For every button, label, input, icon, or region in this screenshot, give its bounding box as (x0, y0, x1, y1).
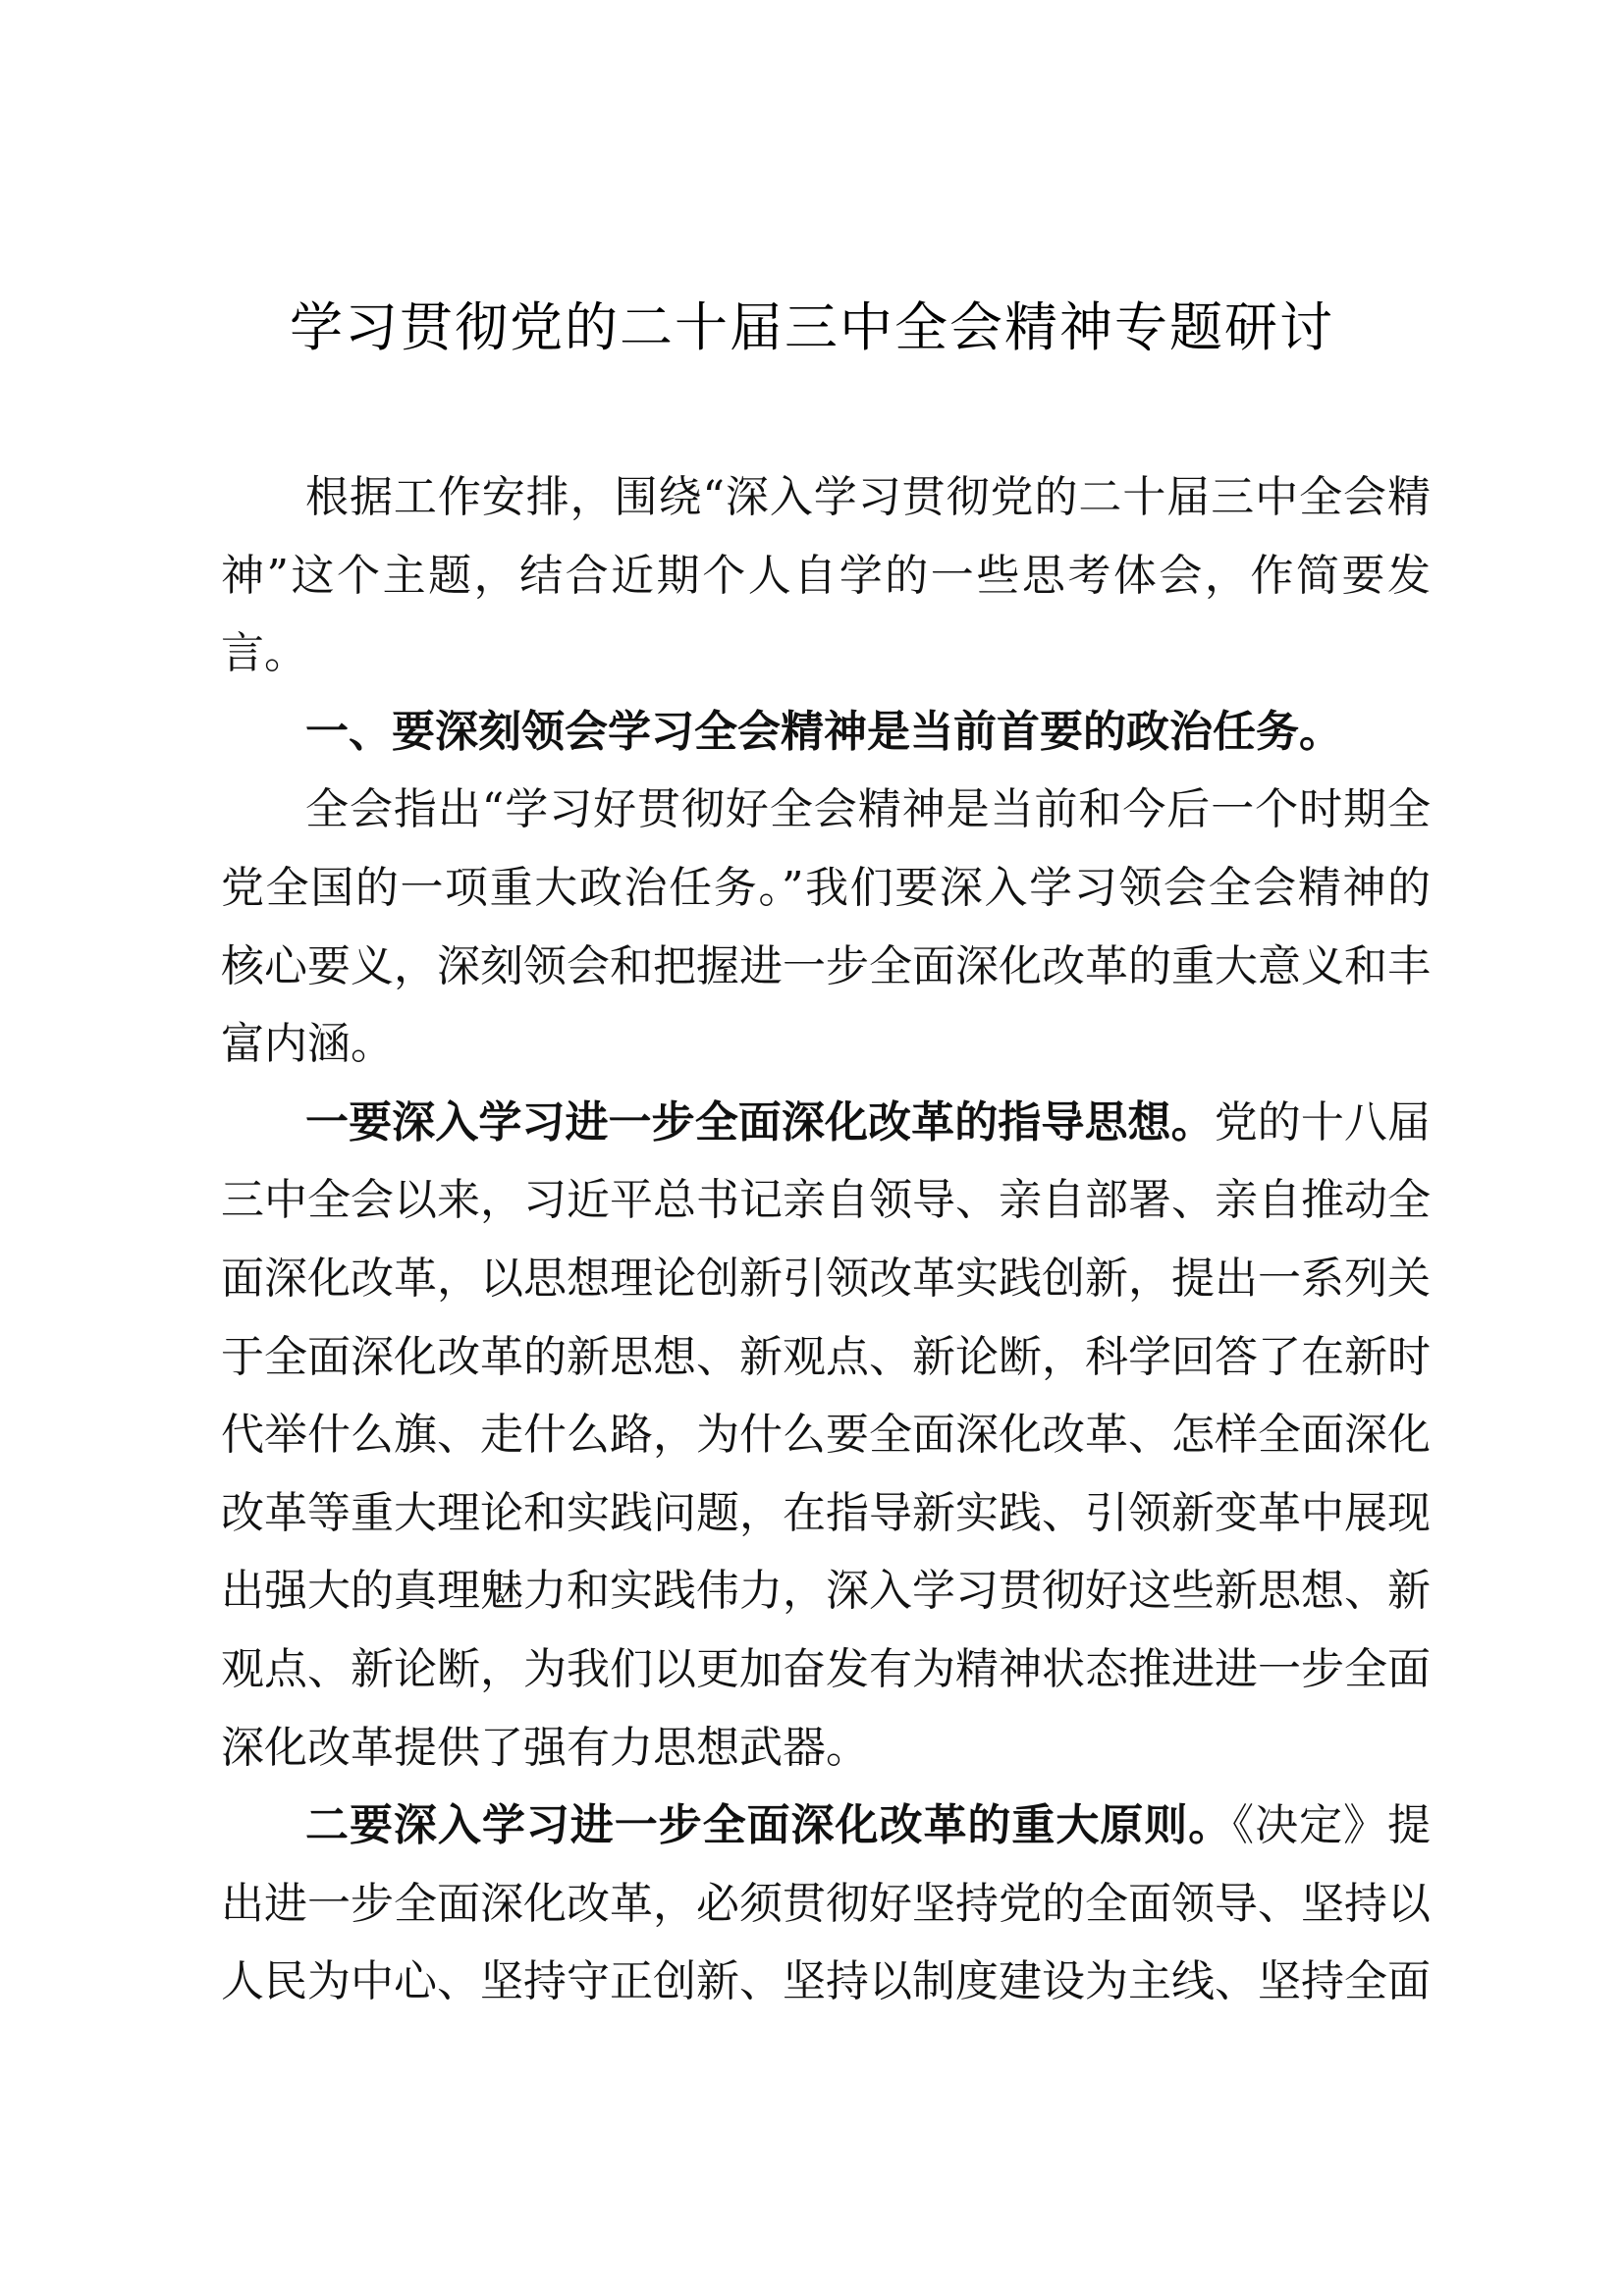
document-title: 学习贯彻党的二十届三中全会精神专题研讨 (290, 296, 1334, 358)
text-line: 神”这个主题，结合近期个人自学的一些思考体会，作简要发 (221, 550, 1431, 601)
text-line: 观点、新论断，为我们以更加奋发有为精神状态推进进一步全面 (221, 1643, 1431, 1694)
intro-paragraph (221, 458, 1431, 693)
text-line: 全会指出“学习好贯彻好全会精神是当前和今后一个时期全 (305, 784, 1431, 835)
text-line (221, 1084, 1431, 1162)
section-paragraph (221, 771, 1431, 1083)
point-lead-sentence: 二要深入学习进一步全面深化改革的重大原则。 (305, 1800, 1233, 1851)
document-body (221, 458, 1431, 2021)
text-line: 面深化改革，以思想理论创新引领改革实践创新，提出一系列关 (221, 1253, 1431, 1304)
point-two-paragraph (221, 1787, 1431, 2021)
text-segment: 《决定》提 (1232, 1800, 1432, 1851)
text-line: 于全面深化改革的新思想、新观点、新论断，科学回答了在新时 (221, 1331, 1431, 1382)
text-line: 富内涵。 (221, 1019, 394, 1070)
text-line: 深化改革提供了强有力思想武器。 (221, 1722, 869, 1773)
section-heading: 一、要深刻领会学习全会精神是当前首要的政治任务。 (305, 706, 1342, 757)
text-line: 三中全会以来，习近平总书记亲自领导、亲自部署、亲自推动全 (221, 1175, 1431, 1226)
text-line: 改革等重大理论和实践问题，在指导新实践、引领新变革中展现 (221, 1487, 1431, 1538)
text-line: 代举什么旗、走什么路，为什么要全面深化改革、怎样全面深化 (221, 1410, 1431, 1461)
text-line (221, 1787, 1431, 1865)
text-line: 出强大的真理魅力和实践伟力，深入学习贯彻好这些新思想、新 (221, 1566, 1431, 1617)
text-line: 党全国的一项重大政治任务。”我们要深入学习领会全会精神的 (221, 862, 1431, 913)
text-line: 根据工作安排，围绕“深入学习贯彻党的二十届三中全会精 (305, 472, 1431, 522)
text-segment: 党的十八届 (1214, 1096, 1432, 1148)
point-lead-sentence: 一要深入学习进一步全面深化改革的指导思想。 (305, 1096, 1215, 1148)
point-one-paragraph (221, 1084, 1431, 1787)
text-line: 核心要义，深刻领会和把握进一步全面深化改革的重大意义和丰 (221, 940, 1431, 991)
text-line: 言。 (221, 628, 307, 679)
text-line: 人民为中心、坚持守正创新、坚持以制度建设为主线、坚持全面 (221, 1956, 1431, 2007)
text-line: 出进一步全面深化改革，必须贯彻好坚持党的全面领导、坚持以 (221, 1878, 1431, 1929)
